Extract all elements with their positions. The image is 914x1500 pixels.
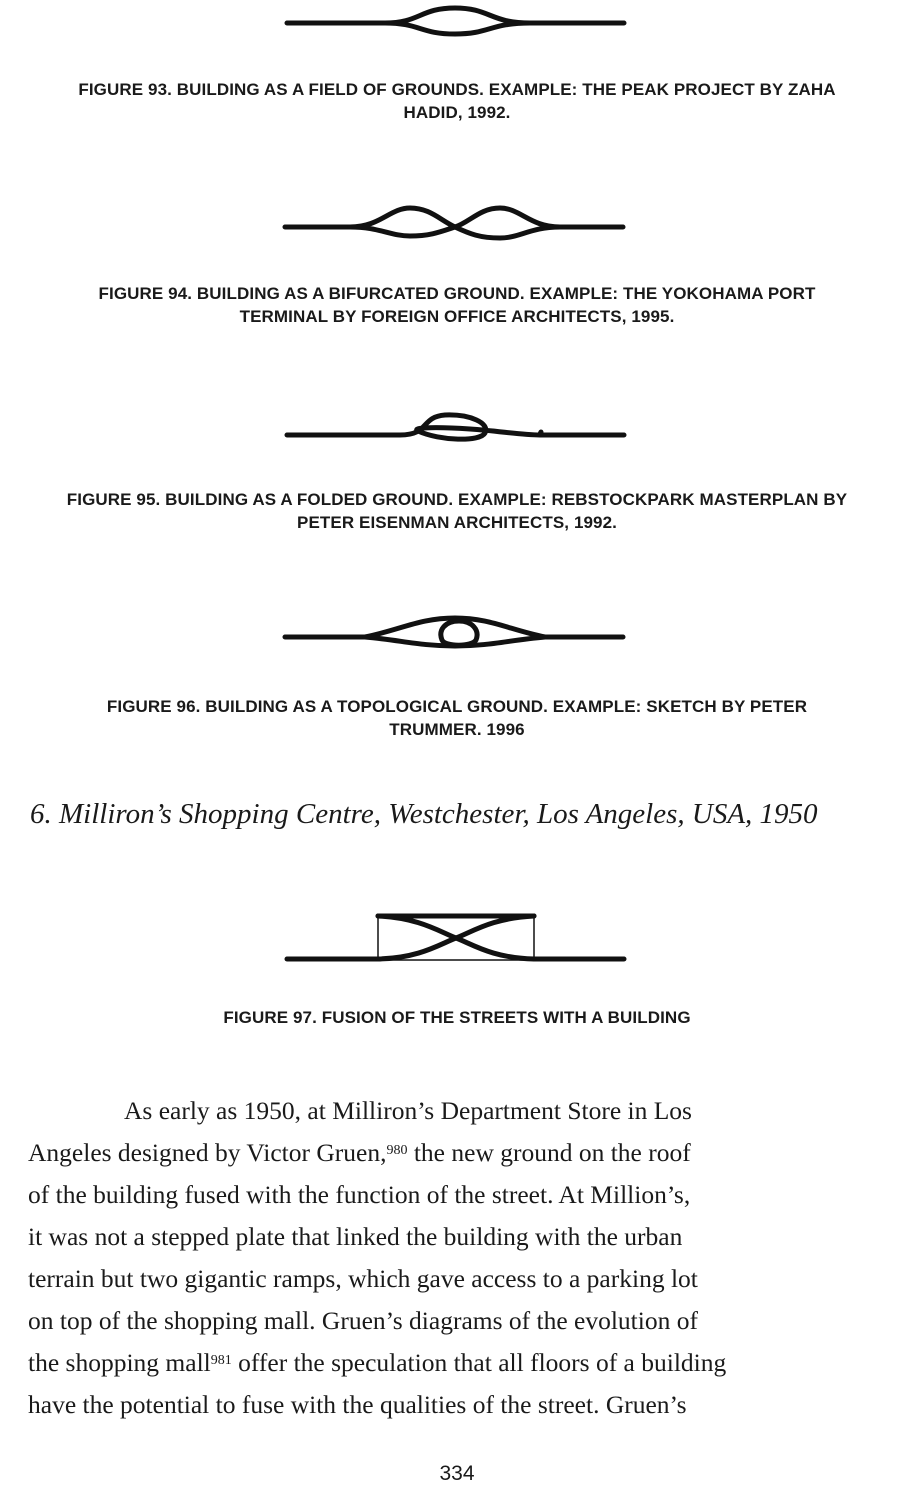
figure-94-diagram [0,200,914,244]
caption-line: FIGURE 95. BUILDING AS A FOLDED GROUND. EXAMPLE: REBSTOCKPARK MASTERPLAN BY [66,490,848,509]
body-paragraph [28,1090,858,1426]
caption-line: HADID, 1992. [403,103,511,122]
footnote-reference[interactable]: 980 [386,1143,408,1158]
caption-line: PETER EISENMAN ARCHITECTS, 1992. [297,513,617,532]
text-segment: Angeles designed by Victor Gruen, [28,1138,387,1167]
text-line [28,1342,858,1384]
caption-line: FIGURE 96. BUILDING AS A TOPOLOGICAL GROUND. EXAMPLE: SKETCH BY PETER [106,697,808,716]
figure-93-caption [20,78,894,124]
text-line: have the potential to fuse with the qualities of the street. Gruen’s [28,1390,687,1419]
footnote-reference[interactable]: 981 [210,1353,232,1368]
page-number: 334 [439,1462,475,1485]
figure-95-caption [20,488,894,534]
figure-97-caption [20,1006,894,1029]
text-line: on top of the shopping mall. Gruen’s diagrams of the evolution of [28,1306,698,1335]
caption-line: TERMINAL BY FOREIGN OFFICE ARCHITECTS, 1995. [239,307,675,326]
figure-96-diagram [0,608,914,654]
caption-line: FIGURE 94. BUILDING AS A BIFURCATED GROUND. EXAMPLE: THE YOKOHAMA PORT [98,284,816,303]
text-line [28,1132,858,1174]
caption-line: FIGURE 97. FUSION OF THE STREETS WITH A BUILDING [223,1008,691,1027]
figure-93-diagram [0,4,914,44]
figure-95-diagram [0,405,914,449]
text-line: it was not a stepped plate that linked the building with the urban [28,1222,683,1251]
caption-line: TRUMMER. 1996 [389,720,525,739]
text-segment: offer the speculation that all floors of a building [231,1348,727,1377]
figure-94-caption [20,282,894,328]
section-heading: 6. Milliron’s Shopping Centre, Westchester, Los Angeles, USA, 1950 [30,798,818,830]
text-line: of the building fused with the function of the street. At Million’s, [28,1180,691,1209]
figure-97-diagram [0,908,914,968]
caption-line: FIGURE 93. BUILDING AS A FIELD OF GROUNDS. EXAMPLE: THE PEAK PROJECT BY ZAHA [78,80,836,99]
figure-96-caption [20,695,894,741]
text-line: As early as 1950, at Milliron’s Department Store in Los [124,1096,692,1125]
text-line: terrain but two gigantic ramps, which gave access to a parking lot [28,1264,698,1293]
text-segment: the new ground on the roof [407,1138,691,1167]
text-segment: the shopping mall [28,1348,211,1377]
